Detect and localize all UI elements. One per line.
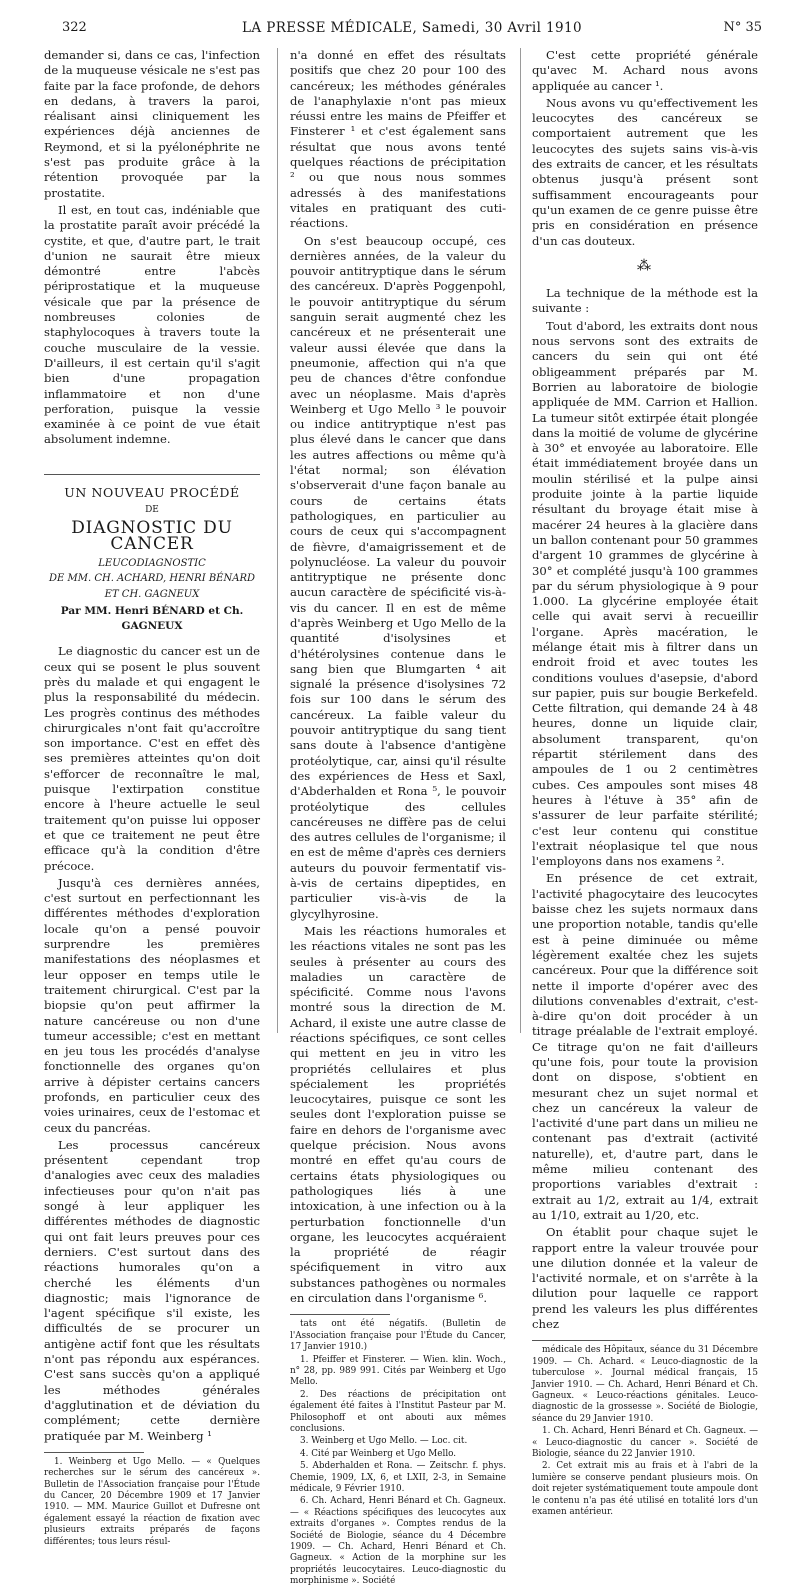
footnote: 2. Cet extrait mis au frais et à l'abri de la lumière se conserve pendant plusieurs mois. On doit rejeter systématiquement toute ampoule dont le contenu n'a pas été utilisé en totalité lors d'un examen antérieur. bbox=[532, 1461, 758, 1518]
footnote: 1. Weinberg et Ugo Mello. — « Quelques recherches sur le sérum des cancéreux ». Bulletin de l'Association française pour l'Étude du Cancer, 20 Décembre 1909 et 17 Janvier 1910. — MM. Maurice Guillot et Dufresne ont également essayé la réaction de fixation avec plusieurs extraits préparés de façons différentes; tous leurs résul- bbox=[44, 1456, 260, 1547]
article-title-main: DIAGNOSTIC DU CANCER bbox=[71, 518, 233, 554]
page-number: 322 bbox=[62, 20, 87, 35]
column-divider bbox=[520, 48, 521, 1033]
paragraph: Tout d'abord, les extraits dont nous nous servons sont des extraits de cancers du sein qui ont été obligeamment préparés par M. Borrien au laboratoire de biologie appliquée de MM. Carrion et Hallion. La tumeur sitôt extirpée était plongée dans la moitié de volume de glycérine à 30° et envoyée au laboratoire. Elle était immédiatement broyée dans un moulin stérilisé et la pulpe ainsi produite jointe à la partie liquide résultant du broyage était mise à macérer 24 heures à la glacière dans un ballon contenant pour 50 grammes d'argent 10 grammes de glycérine à 30° et complété jusqu'à 100 grammes par du sérum physiologique à 9 pour 1.000. La glycérine employée était celle qui avait servi à recueillir l'organe. Après macération, le mélange était mis à filtrer dans un endroit froid et avec toutes les conditions voulues d'asepsie, d'abord sur papier, puis sur bougie Berkefeld. Cette filtration, qui demande 24 à 48 heures, donne un liquide clair, absolument transparent, qu'on répartit stérilement dans des ampoules de 1 ou 2 centimètres cubes. Ces ampoules sont mises 48 heures à l'étuve à 35° afin de s'assurer de leur parfaite stérilité; c'est leur contenu qui constitue l'extrait néoplasique tel que nous l'employons dans nos examens ². bbox=[532, 318, 758, 869]
paragraph: On établit pour chaque sujet le rapport entre la valeur trouvée pour une dilution donnée et la valeur de l'activité normale, et on s'arrête à la dilution pour laquelle ce rapport prend les valeurs les plus différentes chez bbox=[532, 1225, 758, 1332]
footnote: 1. Pfeiffer et Finsterer. — Wien. klin. Woch., n° 28, pp. 989 991. Cités par Weinberg et Ugo Mello. bbox=[290, 1354, 506, 1388]
article-subtitle: LEUCODIAGNOSTIC bbox=[98, 557, 206, 569]
article-subtitle: ET CH. GAGNEUX bbox=[104, 588, 200, 600]
column-3 bbox=[532, 48, 758, 1519]
footnote: 6. Ch. Achard, Henri Bénard et Ch. Gagneux. — « Réactions spécifiques des leucocytes aux extraits d'organes ». Comptes rendus de la Société de Biologie, séance du 4 Décembre 1909. — Ch. Achard, Henri Bénard et Ch. Gagneux. « Action de la morphine sur les propriétés leucocytaires. Leuco-diagnostic du morphinisme ». Société bbox=[290, 1496, 506, 1587]
journal-title: LA PRESSE MÉDICALE, Samedi, 30 Avril 1910 bbox=[242, 20, 582, 36]
paragraph: Les processus cancéreux présentent cependant trop d'analogies avec ceux des maladies infectieuses pour qu'on n'ait pas songé à leur appliquer les différentes méthodes de diagnostic qui ont fait leurs preuves pour ces derniers. C'est surtout dans des réactions humorales qu'on a cherché les éléments d'un diagnostic; mais l'ignorance de l'agent spécifique s'il existe, les difficultés de se procurer un antigène actif font que les résultats n'ont pas répondu aux espérances. C'est sans succès qu'on a appliqué les méthodes générales d'agglutination et de déviation du complément; cette dernière pratiquée par M. Weinberg ¹ bbox=[44, 1137, 260, 1443]
article-title-line: UN NOUVEAU PROCÉDÉ bbox=[64, 484, 240, 500]
article-byline: Par MM. Henri BÉNARD et Ch. GAGNEUX bbox=[60, 604, 244, 633]
paragraph: En présence de cet extrait, l'activité phagocytaire des leucocytes baisse chez les sujets normaux dans une proportion notable, tandis qu'elle est à peine diminuée ou même légèrement exaltée chez les sujets cancéreux. Pour que la différence soit nette il importe d'opérer avec des dilutions convenables d'extrait, c'est-à-dire qu'on doit procéder à un titrage préalable de l'extrait employé. Ce titrage qu'on ne fait d'ailleurs qu'une fois, pour toute la provision dont on dispose, s'obtient en mesurant chez un sujet normal et chez un cancéreux la valeur de l'activité d'une part dans un milieu ne contenant pas d'extrait (activité naturelle), et, d'autre part, dans le même milieu contenant des proportions variables d'extrait : extrait au 1/2, extrait au 1/4, extrait au 1/10, extrait au 1/20, etc. bbox=[532, 871, 758, 1222]
footnote: tats ont été négatifs. (Bulletin de l'Association française pour l'Étude du Cancer, 17 Janvier 1910.) bbox=[290, 1319, 506, 1353]
article-subtitle: DE MM. CH. ACHARD, HENRI BÉNARD bbox=[48, 573, 256, 585]
footnotes bbox=[290, 1319, 506, 1587]
column-2 bbox=[290, 48, 506, 1589]
footnote: 3. Weinberg et Ugo Mello. — Loc. cit. bbox=[300, 1436, 468, 1447]
footnote-rule bbox=[44, 1452, 144, 1453]
paragraph: Le diagnostic du cancer est un de ceux qui se posent le plus souvent près du malade et qui engagent le plus la responsabilité du médecin. Les progrès continus des méthodes chirurgicales n'ont fait qu'accroître son importance. C'est en effet dès ses premières atteintes qu'on doit s'efforcer de reconnaître le mal, puisque l'extirpation constitue encore à l'heure actuelle le seul traitement qu'on puisse lui opposer et que ce traitement ne peut être efficace qu'à la condition d'être précoce. bbox=[44, 644, 260, 873]
footnote: 2. Des réactions de précipitation ont également été faites à l'Institut Pasteur par M. Philosophoff et ont abouti aux mêmes conclusions. bbox=[290, 1389, 506, 1434]
article-title-line: DE bbox=[145, 505, 159, 516]
footnote: médicale des Hôpitaux, séance du 31 Décembre 1909. — Ch. Achard. « Leuco-diagnostic de la tuberculose ». Journal médical français, 15 Janvier 1910. — Ch. Achard, Henri Bénard et Ch. Gagneux. « Leuco-réactions génitales. Leuco-diagnostic de la grossesse ». Société de Biologie, séance du 29 Janvier 1910. bbox=[532, 1345, 758, 1424]
article-heading bbox=[44, 474, 260, 635]
paragraph: C'est cette propriété générale qu'avec M. Achard nous avons appliquée au cancer ¹. bbox=[532, 48, 758, 93]
issue-number: N° 35 bbox=[723, 20, 762, 35]
footnote-rule bbox=[532, 1340, 632, 1341]
paragraph: Il est, en tout cas, indéniable que la prostatite paraît avoir précédé la cystite, et que, d'autre part, le trait d'union ne saurait être mieux démontré entre l'abcès périprostatique et la muqueuse vésicale que par la présence de nombreuses colonies de staphylocoques à travers toute la couche musculaire de la vessie. D'ailleurs, il est certain qu'il s'agit bien d'une propagation inflammatoire et non d'une perforation, puisque la vessie examinée à ce point de vue était absolument indemne. bbox=[44, 202, 260, 447]
paragraph: Mais les réactions humorales et les réactions vitales ne sont pas les seules à présenter au cours des maladies un caractère de spécificité. Comme nous l'avons montré sous la direction de M. Achard, il existe une autre classe de réactions spécifiques, ce sont celles qui mettent en jeu in vitro les propriétés cellulaires et plus spécialement les propriétés leucocytaires, puisque ce sont les seules dont l'exploration puisse se faire en dehors de l'organisme avec quelque précision. Nous avons montré en effet qu'au cours de certains états physiologiques ou pathologiques liés à une intoxication, à une infection ou à la perturbation fonctionnelle d'un organe, les leucocytes acquéraient la propriété de réagir spécifiquement in vitro aux substances pathogènes ou normales en circulation dans l'organisme ⁶. bbox=[290, 923, 506, 1306]
paragraph: demander si, dans ce cas, l'infection de la muqueuse vésicale ne s'est pas faite par la face profonde, de dehors en dedans, à travers la paroi, réalisant ainsi cliniquement les expériences déjà anciennes de Reymond, et si la pyélonéphrite ne s'est pas produite grâce à la rétention provoquée par la prostatite. bbox=[44, 48, 260, 200]
paragraph: Nous avons vu qu'effectivement les leucocytes des cancéreux se comportaient autrement que les leucocytes des sujets sains vis-à-vis des extraits de cancer, et les résultats obtenus jusqu'à présent sont suffisamment encourageants pour qu'un examen de ce genre puisse être pris en considération en présence d'un cas douteux. bbox=[532, 95, 758, 248]
column-divider bbox=[277, 48, 278, 1033]
footnote: 1. Ch. Achard, Henri Bénard et Ch. Gagneux. — « Leuco-diagnostic du cancer ». Société de Biologie, séance du 22 Janvier 1910. bbox=[532, 1426, 758, 1459]
paragraph: Jusqu'à ces dernières années, c'est surtout en perfectionnant les différentes méthodes d'exploration locale qu'on a pensé pouvoir surprendre les premières manifestations des néoplasmes et leur opposer en temps utile le traitement chirurgical. C'est par la biopsie qu'on peut affirmer la nature cancéreuse ou non d'une tumeur accessible; c'est en mettant en jeu tous les procédés d'analyse fonctionnelle des organes qu'on arrive à dépister certains cancers profonds, en particulier ceux des voies urinaires, ceux de l'estomac et ceux du pancréas. bbox=[44, 875, 260, 1135]
running-header bbox=[62, 20, 762, 40]
footnotes bbox=[532, 1345, 758, 1518]
section-separator: ⁂ bbox=[637, 257, 653, 274]
paragraph: On s'est beaucoup occupé, ces dernières années, de la valeur du pouvoir antitryptique dans le sérum des cancéreux. D'après Poggenpohl, le pouvoir antitryptique du sérum sanguin serait augmenté chez les cancéreux et ne présenterait une valeur aussi élevée que dans la pneumonie, affection qui n'a que peu de chances d'être confondue avec un néoplasme. Mais d'après Weinberg et Ugo Mello ³ le pouvoir ou indice antitryptique n'est pas plus élevé dans le cancer que dans les autres affections ou même qu'à l'état normal; son élévation s'observerait d'une façon banale au cours de certains états pathologiques, en particulier au cours de ceux qui s'accompagnent de fièvre, d'amaigrissement et de polynucléose. La valeur du pouvoir antitryptique ne présente donc aucun caractère de spécificité vis-à-vis du cancer. Il en est de même d'après Weinberg et Ugo Mello de la quantité d'isolysines et d'hétérolysines contenue dans le sang bien que Blumgarten ⁴ ait signalé la présence d'isolysines 72 fois sur 100 dans le sérum des cancéreux. La faible valeur du pouvoir antitryptique du sang tient sans doute à l'absence d'antigène protéolytique, car, ainsi qu'il résulte des expériences de Hess et Saxl, d'Abderhalden et Rona ⁵, le pouvoir protéolytique des cellules cancéreuses ne diffère pas de celui des autres cellules de l'organisme; il en est de même d'après ces derniers auteurs du pouvoir fermentatif vis-à-vis de certains dipeptides, en particulier vis-à-vis de la glycylhyrosine. bbox=[290, 233, 506, 921]
column-1 bbox=[44, 48, 260, 1549]
footnote-rule bbox=[290, 1314, 390, 1315]
footnote: 4. Cité par Weinberg et Ugo Mello. bbox=[300, 1448, 457, 1459]
paragraph: La technique de la méthode est la suivante : bbox=[532, 286, 758, 316]
footnotes bbox=[44, 1457, 260, 1548]
paragraph: n'a donné en effet des résultats positifs que chez 20 pour 100 des cancéreux; les méthodes générales de l'anaphylaxie n'ont pas mieux réussi entre les mains de Pfeiffer et Finsterer ¹ et c'est également sans résultat que nous avons tenté quelques réactions de précipitation ² ou que nous nous sommes adressés à des manifestations vitales en pratiquant des cuti-réactions. bbox=[290, 48, 506, 231]
footnote: 5. Abderhalden et Rona. — Zeitschr. f. phys. Chemie, 1909, LX, 6, et LXII, 2-3, in Semaine médicale, 9 Février 1910. bbox=[290, 1461, 506, 1495]
